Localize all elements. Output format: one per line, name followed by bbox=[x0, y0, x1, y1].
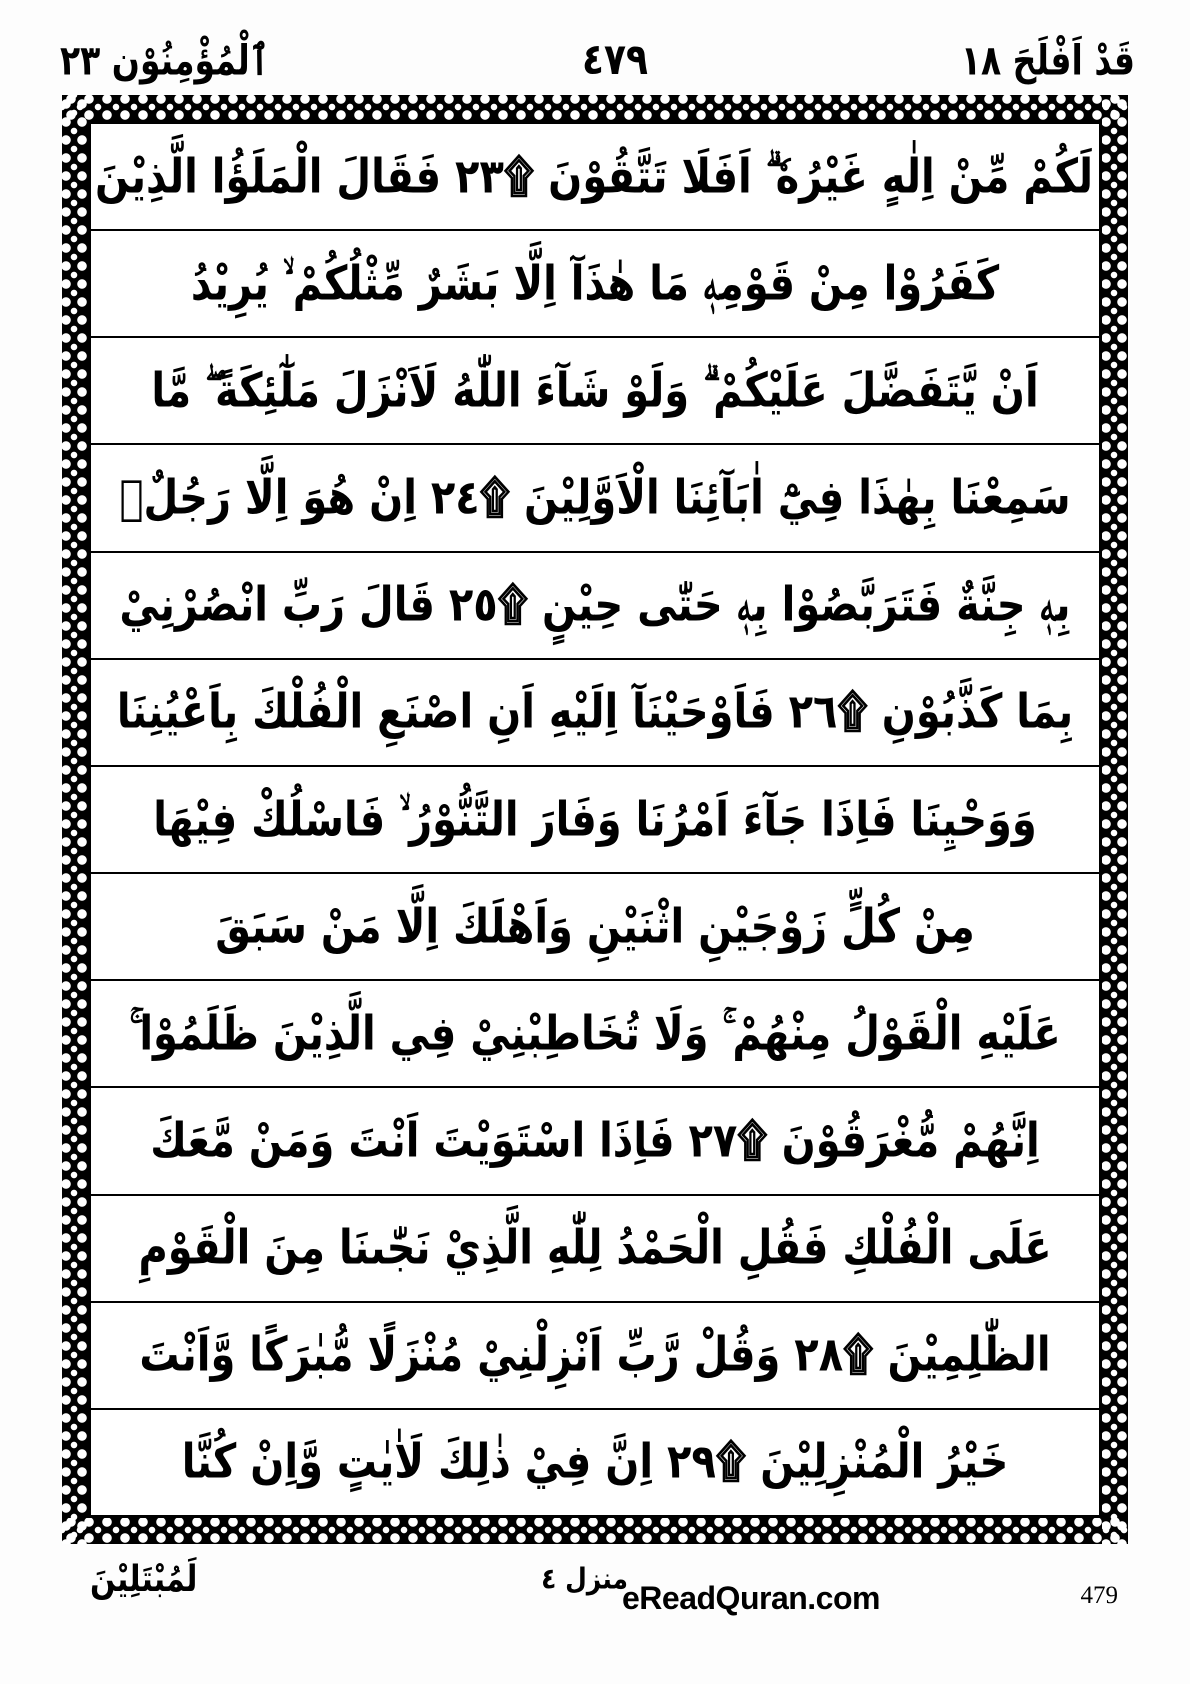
ayah-line-text: لَكُمْ مِّنْ اِلٰهٍ غَيْرُهٗ ۗ اَفَلَا تَتَّقُوْنَ ۩٢٣ فَقَالَ الْمَلَؤُا الَّذِيْنَ bbox=[95, 149, 1093, 204]
ayah-line-text: وَوَحْيِنَا فَاِذَا جَآءَ اَمْرُنَا وَفَارَ التَّنُّوْرُ ۙ فَاسْلُكْ فِيْهَا bbox=[153, 792, 1037, 847]
ornament-band-bottom bbox=[62, 1518, 1128, 1544]
ayah-line bbox=[91, 1088, 1099, 1195]
page-number-arabic: ٤٧٩ bbox=[582, 36, 648, 86]
ayah-line-text: سَمِعْنَا بِهٰذَا فِيْٓ اٰبَآئِنَا الْاَوَّلِيْنَ ۩٢٤ اِنْ هُوَ اِلَّا رَجُلٌۢ bbox=[119, 470, 1071, 526]
surah-label: ٱلْمُؤْمِنُوْن ٢٣ bbox=[60, 35, 270, 85]
ayah-line-text: اِنَّهُمْ مُّغْرَقُوْنَ ۩٢٧ فَاِذَا اسْتَوَيْتَ اَنْتَ وَمَنْ مَّعَكَ bbox=[150, 1113, 1040, 1169]
ornamental-frame bbox=[62, 95, 1128, 1544]
ayah-line-text: اَنْ يَّتَفَضَّلَ عَلَيْكُمْ ۗ وَلَوْ شَآءَ اللّٰهُ لَاَنْزَلَ مَلٰٓئِكَةً ۖ مَّا bbox=[151, 363, 1039, 419]
page-footer bbox=[62, 1558, 1128, 1632]
ayah-line-text: بِمَا كَذَّبُوْنِ ۩٢٦ فَاَوْحَيْنَآ اِلَيْهِ اَنِ اصْنَعِ الْفُلْكَ بِاَعْيُنِنَا bbox=[116, 685, 1074, 740]
ayah-line bbox=[91, 874, 1099, 981]
ayah-line-text: عَلَى الْفُلْكِ فَقُلِ الْحَمْدُ لِلّٰهِ الَّذِيْ نَجّٰىنَا مِنَ الْقَوْمِ bbox=[138, 1221, 1052, 1276]
ayah-line-text: خَيْرُ الْمُنْزِلِيْنَ ۩٢٩ اِنَّ فِيْ ذٰلِكَ لَاٰيٰتٍ وَّاِنْ كُنَّا bbox=[181, 1435, 1009, 1490]
ayah-line bbox=[91, 660, 1099, 767]
ayah-line bbox=[91, 445, 1099, 552]
ayah-line bbox=[91, 124, 1099, 231]
ayah-lines-container bbox=[88, 121, 1102, 1518]
ayah-line bbox=[91, 1410, 1099, 1515]
catchword: لَمُبْتَلِيْنَ bbox=[90, 1558, 198, 1601]
ornament-band-left bbox=[62, 95, 88, 1544]
page-header bbox=[60, 30, 1135, 92]
ayah-line bbox=[91, 1303, 1099, 1410]
brand-label: eReadQuran.com bbox=[622, 1580, 880, 1616]
ayah-line bbox=[91, 1196, 1099, 1303]
ayah-line bbox=[91, 231, 1099, 338]
ayah-line-text: كَفَرُوْا مِنْ قَوْمِهٖ مَا هٰذَآ اِلَّا بَشَرٌ مِّثْلُكُمْ ۙ يُرِيْدُ bbox=[190, 256, 1000, 311]
ayah-line bbox=[91, 338, 1099, 445]
ayah-line-text: الظّٰلِمِيْنَ ۩٢٨ وَقُلْ رَّبِّ اَنْزِلْنِيْ مُنْزَلًا مُّبٰرَكًا وَّاَنْتَ bbox=[139, 1328, 1051, 1383]
ayah-line bbox=[91, 981, 1099, 1088]
manzil-marker: منزل ٤ bbox=[541, 1561, 629, 1596]
ornament-band-right bbox=[1102, 95, 1128, 1544]
ayah-line-text: عَلَيْهِ الْقَوْلُ مِنْهُمْ ۚ وَلَا تُخَاطِبْنِيْ فِي الَّذِيْنَ ظَلَمُوْا ۚ bbox=[129, 1006, 1061, 1061]
ayah-line-text: بِهٖ جِنَّةٌ فَتَرَبَّصُوْا بِهٖ حَتّٰى حِيْنٍ ۩٢٥ قَالَ رَبِّ انْصُرْنِيْ bbox=[119, 578, 1071, 633]
ayah-line-text: مِنْ كُلٍّ زَوْجَيْنِ اثْنَيْنِ وَاَهْلَكَ اِلَّا مَنْ سَبَقَ bbox=[215, 899, 975, 954]
juz-label: قَدْ اَفْلَحَ ١٨ bbox=[960, 35, 1135, 85]
ornament-band-top bbox=[62, 95, 1128, 121]
footer-page-number: 479 bbox=[1080, 1582, 1118, 1609]
ayah-line bbox=[91, 553, 1099, 660]
ayah-line bbox=[91, 767, 1099, 874]
